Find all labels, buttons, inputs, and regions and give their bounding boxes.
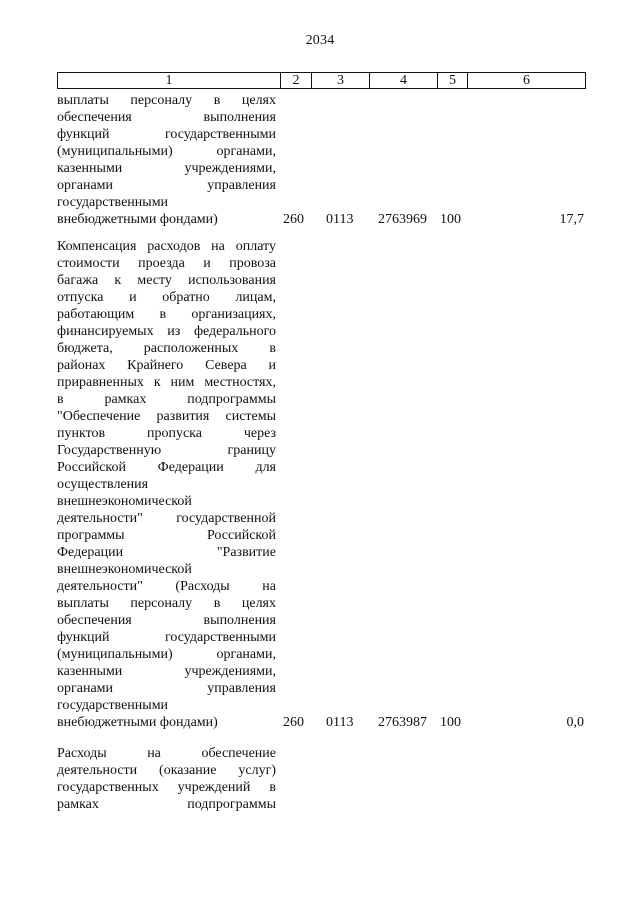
column-header-6: 6 xyxy=(468,73,586,89)
column-header-5: 5 xyxy=(438,73,468,89)
amount-cell: 17,7 xyxy=(559,212,584,227)
page-number: 2034 xyxy=(305,33,335,48)
column-header-3: 3 xyxy=(312,73,370,89)
column-header-2: 2 xyxy=(281,73,312,89)
row-description xyxy=(57,745,276,813)
description-line: деятельности (оказание услуг) xyxy=(57,763,276,778)
row-description xyxy=(57,92,276,228)
column-header-4: 4 xyxy=(370,73,438,89)
description-line: государственными xyxy=(57,698,169,713)
description-line: (муниципальными) органами, xyxy=(57,144,276,159)
description-line: функций государственными xyxy=(57,630,276,645)
description-line: казенными учреждениями, xyxy=(57,161,276,176)
description-line: финансируемых из федерального xyxy=(57,324,276,339)
description-line: органами управления xyxy=(57,178,276,193)
target-article-cell: 2763987 xyxy=(378,715,427,730)
description-line: обеспечения выполнения xyxy=(57,613,276,628)
description-line: Федерации "Развитие xyxy=(57,545,276,560)
description-line: багажа к месту использования xyxy=(57,273,276,288)
description-line: программы Российской xyxy=(57,528,276,543)
description-line: органами управления xyxy=(57,681,276,696)
description-line: районах Крайнего Севера и xyxy=(57,358,276,373)
section-cell: 0113 xyxy=(326,715,354,730)
description-line: внебюджетными фондами) xyxy=(57,715,218,730)
expense-type-cell: 100 xyxy=(440,715,461,730)
description-line: Расходы на обеспечение xyxy=(57,746,276,761)
description-line: деятельности" государственной xyxy=(57,511,276,526)
description-line: обеспечения выполнения xyxy=(57,110,276,125)
description-line: пунктов пропуска через xyxy=(57,426,276,441)
description-line: функций государственными xyxy=(57,127,276,142)
description-line: рамках подпрограммы xyxy=(57,797,276,812)
section-cell: 0113 xyxy=(326,212,354,227)
description-line: стоимости проезда и провоза xyxy=(57,256,276,271)
description-line: государственных учреждений в xyxy=(57,780,276,795)
description-line: осуществления xyxy=(57,477,149,492)
description-line: выплаты персоналу в целях xyxy=(57,596,276,611)
description-line: внешнеэкономической xyxy=(57,494,192,509)
description-line: Российской Федерации для xyxy=(57,460,276,475)
description-line: деятельности" (Расходы на xyxy=(57,579,276,594)
expense-type-cell: 100 xyxy=(440,212,461,227)
amount-cell: 0,0 xyxy=(566,715,584,730)
description-line: внебюджетными фондами) xyxy=(57,212,218,227)
description-line: внешнеэкономической xyxy=(57,562,192,577)
code-cell: 260 xyxy=(283,212,304,227)
description-line: Государственную границу xyxy=(57,443,276,458)
description-line: приравненных к ним местностях, xyxy=(57,375,276,390)
description-line: отпуска и обратно лицам, xyxy=(57,290,276,305)
column-header-row xyxy=(57,72,586,89)
description-line: "Обеспечение развития системы xyxy=(57,409,276,424)
target-article-cell: 2763969 xyxy=(378,212,427,227)
description-line: казенными учреждениями, xyxy=(57,664,276,679)
code-cell: 260 xyxy=(283,715,304,730)
description-line: бюджета, расположенных в xyxy=(57,341,276,356)
description-line: в рамках подпрограммы xyxy=(57,392,276,407)
description-line: работающим в организациях, xyxy=(57,307,276,322)
description-line: выплаты персоналу в целях xyxy=(57,93,276,108)
description-line: (муниципальными) органами, xyxy=(57,647,276,662)
row-description xyxy=(57,238,276,731)
description-line: государственными xyxy=(57,195,169,210)
description-line: Компенсация расходов на оплату xyxy=(57,239,276,254)
column-header-1: 1 xyxy=(58,73,281,89)
